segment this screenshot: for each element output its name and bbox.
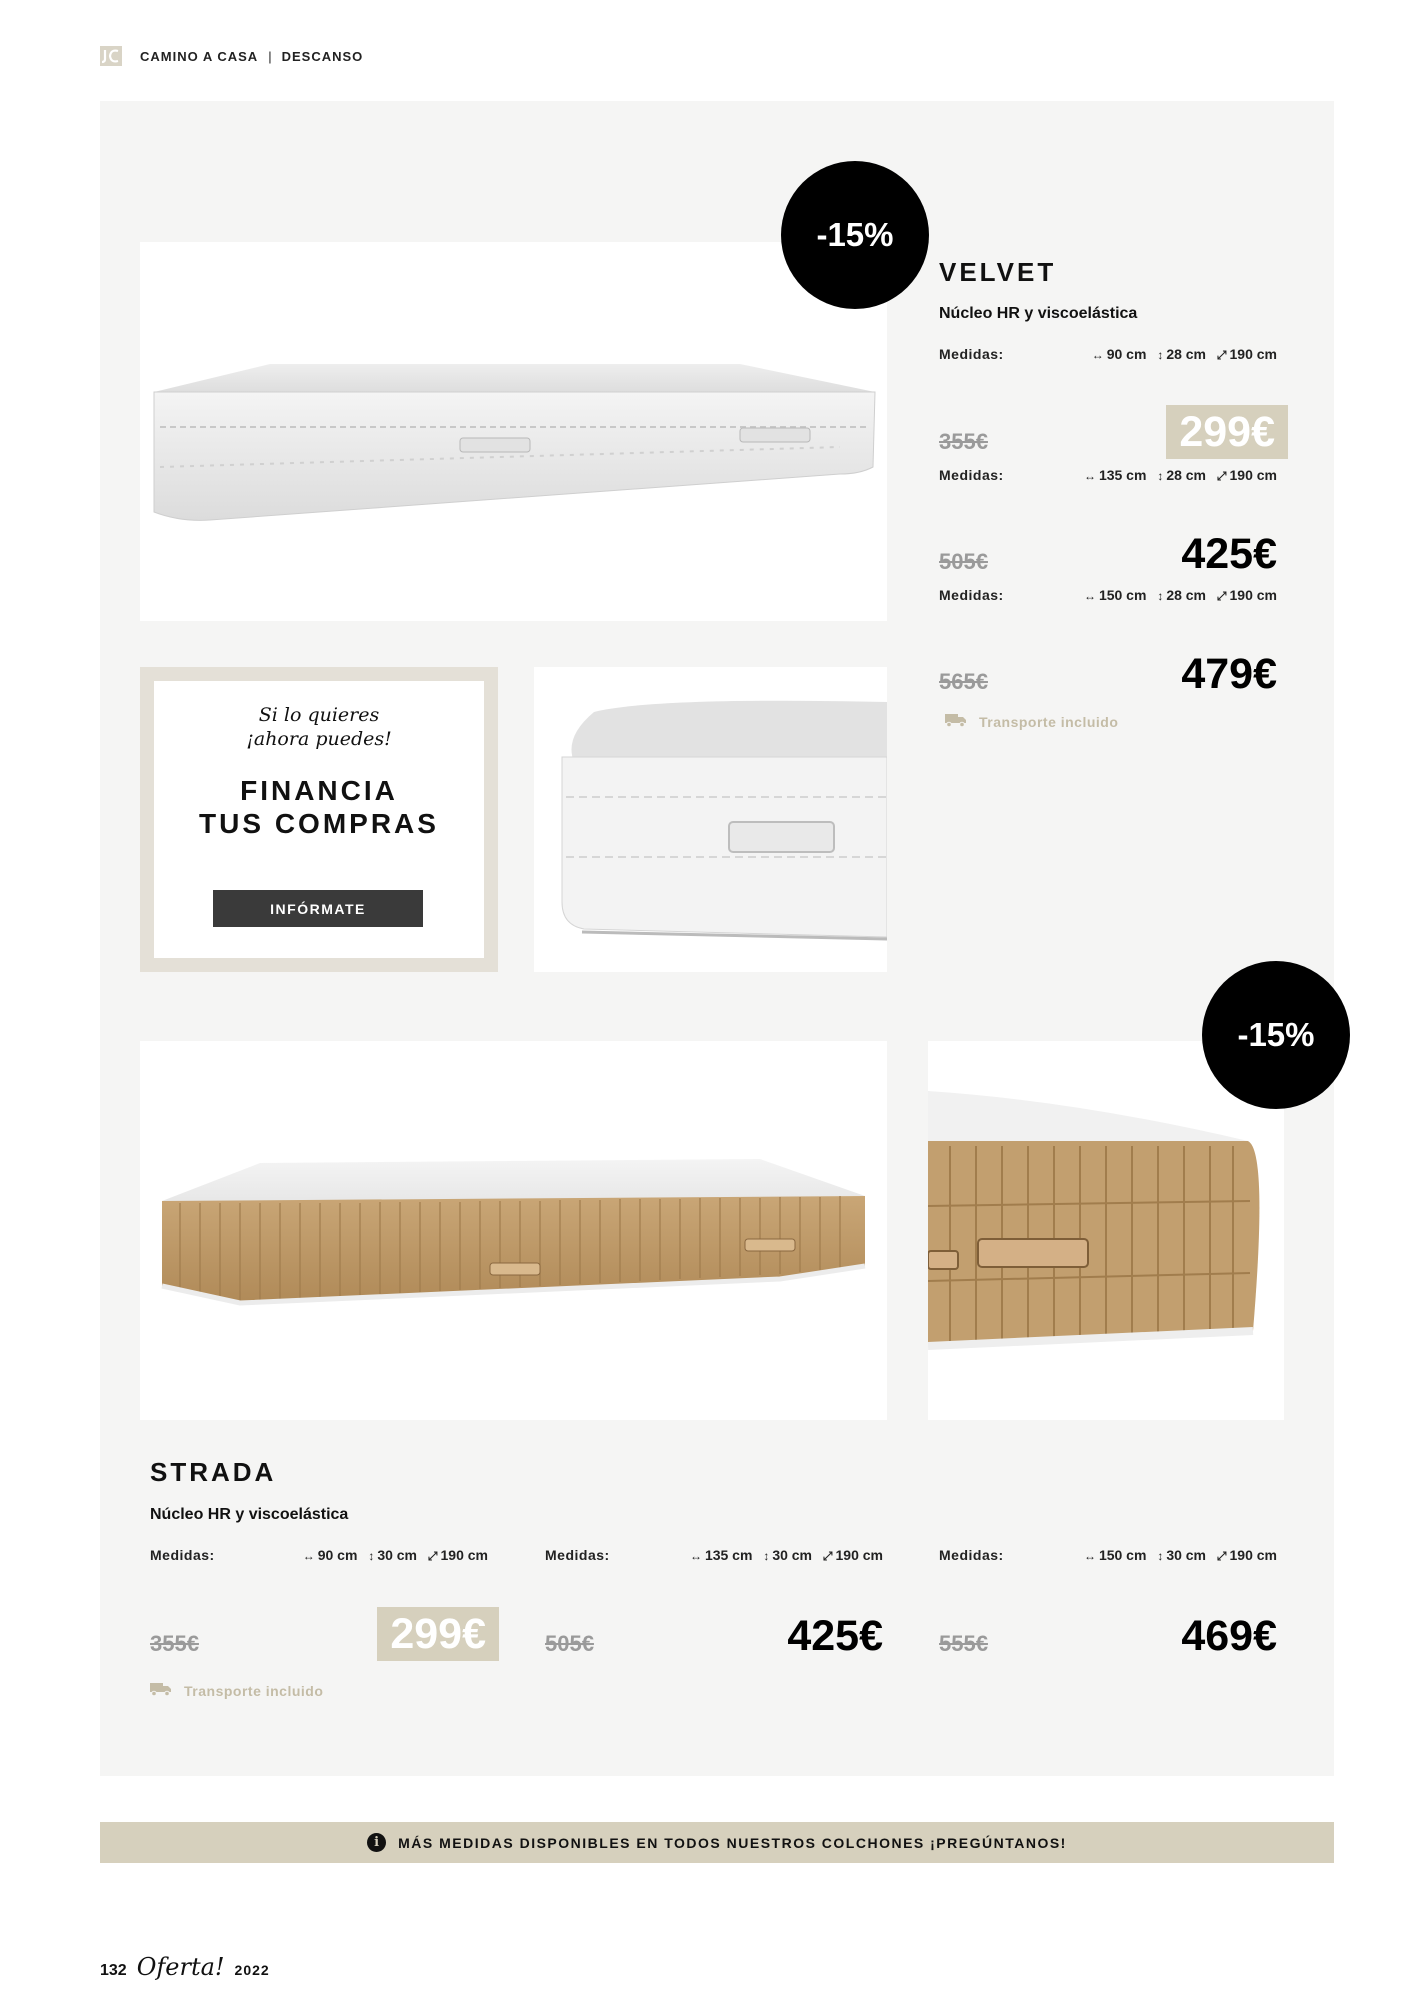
velvet-product-name: VELVET <box>939 257 1057 287</box>
length-arrow-icon: ⤢ <box>1216 1549 1227 1563</box>
new-price: 299€ <box>377 1607 499 1661</box>
title-line-2: TUS COMPRAS <box>199 808 439 839</box>
width-value: 150 cm <box>1098 1547 1147 1563</box>
strada-size-row <box>545 1547 883 1567</box>
page-footer <box>100 1953 270 1981</box>
informate-button[interactable]: INFÓRMATE <box>213 890 423 927</box>
page-header <box>100 46 363 66</box>
height-value: 28 cm <box>1166 467 1207 483</box>
brand-logo: Oferta! <box>136 1953 225 1981</box>
strada-price-row <box>545 1607 894 1661</box>
truck-icon <box>150 1682 172 1699</box>
old-price: 355€ <box>939 429 988 454</box>
width-value: 150 cm <box>1098 587 1147 603</box>
size-dimensions <box>1085 346 1277 363</box>
height-value: 28 cm <box>1166 346 1207 362</box>
new-price: 299€ <box>1166 405 1288 459</box>
length-value: 190 cm <box>440 1547 488 1563</box>
strada-detail-image <box>928 1041 1284 1420</box>
size-dimensions <box>1077 1547 1277 1564</box>
width-arrow-icon: ↔ <box>689 1549 702 1563</box>
strada-price-row <box>939 1607 1288 1661</box>
subsection-title: DESCANSO <box>281 48 364 64</box>
height-value: 30 cm <box>772 1547 813 1563</box>
size-label: Medidas: <box>939 1547 1004 1563</box>
script-line-1: Si lo quieres <box>258 704 380 726</box>
truck-icon <box>945 713 967 730</box>
new-price: 425€ <box>1181 530 1277 578</box>
size-dimensions <box>1077 587 1277 604</box>
old-price: 565€ <box>939 669 988 694</box>
height-arrow-icon: ↕ <box>1157 469 1164 483</box>
height-value: 28 cm <box>1166 587 1207 603</box>
size-label: Medidas: <box>939 346 1004 362</box>
products-panel <box>100 101 1334 1776</box>
velvet-price-row <box>939 525 1288 579</box>
width-value: 135 cm <box>1098 467 1147 483</box>
length-arrow-icon: ⤢ <box>427 1549 438 1563</box>
script-line-2: ¡ahora puedes! <box>246 728 392 750</box>
length-value: 190 cm <box>1229 1547 1277 1563</box>
strada-transport-note <box>150 1682 323 1699</box>
velvet-price-row <box>939 405 1288 459</box>
height-value: 30 cm <box>377 1547 418 1563</box>
length-arrow-icon: ⤢ <box>1216 469 1227 483</box>
size-dimensions <box>1077 467 1277 484</box>
length-value: 190 cm <box>1229 467 1277 483</box>
transport-text: Transporte incluido <box>979 713 1119 730</box>
velvet-size-row <box>939 346 1277 366</box>
section-title: CAMINO A CASA <box>140 48 259 64</box>
header-separator: | <box>268 48 272 64</box>
strada-size-row <box>150 1547 488 1567</box>
size-label: Medidas: <box>939 587 1004 603</box>
velvet-main-image <box>140 242 887 621</box>
velvet-discount-badge: -15% <box>781 161 929 309</box>
old-price: 355€ <box>150 1631 199 1656</box>
info-icon: i <box>367 1833 386 1852</box>
strada-discount-badge: -15% <box>1202 961 1350 1109</box>
size-dimensions <box>683 1547 883 1564</box>
velvet-transport-note <box>945 713 1118 730</box>
width-value: 90 cm <box>317 1547 358 1563</box>
width-value: 90 cm <box>1106 346 1147 362</box>
width-arrow-icon: ↔ <box>1083 1549 1096 1563</box>
strada-price-row <box>150 1607 499 1661</box>
width-value: 135 cm <box>704 1547 753 1563</box>
size-dimensions <box>296 1547 488 1564</box>
strada-main-image <box>140 1041 887 1420</box>
catalog-year: 2022 <box>234 1962 270 1978</box>
strada-product-subtitle: Núcleo HR y viscoelástica <box>150 1506 349 1523</box>
strada-product-name: STRADA <box>150 1457 277 1487</box>
old-price: 505€ <box>939 549 988 574</box>
financing-title <box>154 774 484 840</box>
velvet-product-subtitle: Núcleo HR y viscoelástica <box>939 305 1138 322</box>
financing-promo <box>140 667 498 972</box>
new-price: 469€ <box>1181 1612 1277 1660</box>
height-arrow-icon: ↕ <box>1157 348 1164 362</box>
height-arrow-icon: ↕ <box>763 1549 770 1563</box>
width-arrow-icon: ↔ <box>1091 348 1104 362</box>
new-price: 479€ <box>1181 650 1277 698</box>
height-arrow-icon: ↕ <box>1157 589 1164 603</box>
width-arrow-icon: ↔ <box>1083 469 1096 483</box>
more-sizes-banner <box>100 1822 1334 1863</box>
length-value: 190 cm <box>1229 587 1277 603</box>
length-value: 190 cm <box>835 1547 883 1563</box>
size-label: Medidas: <box>545 1547 610 1563</box>
old-price: 555€ <box>939 1631 988 1656</box>
title-line-1: FINANCIA <box>240 775 398 806</box>
velvet-detail-image <box>534 667 887 972</box>
length-arrow-icon: ⤢ <box>1216 348 1227 362</box>
length-value: 190 cm <box>1229 346 1277 362</box>
height-arrow-icon: ↕ <box>1157 1549 1164 1563</box>
banner-text: MÁS MEDIDAS DISPONIBLES EN TODOS NUESTROS COLCHONES ¡PREGÚNTANOS! <box>398 1834 1067 1851</box>
size-label: Medidas: <box>939 467 1004 483</box>
old-price: 505€ <box>545 1631 594 1656</box>
width-arrow-icon: ↔ <box>1083 589 1096 603</box>
width-arrow-icon: ↔ <box>302 1549 315 1563</box>
velvet-price-row <box>939 645 1288 699</box>
financing-script-text <box>154 703 484 751</box>
velvet-size-row <box>939 467 1277 487</box>
length-arrow-icon: ⤢ <box>822 1549 833 1563</box>
jc-logo-icon <box>100 46 122 66</box>
length-arrow-icon: ⤢ <box>1216 589 1227 603</box>
strada-size-row <box>939 1547 1277 1567</box>
velvet-size-row <box>939 587 1277 607</box>
page-number: 132 <box>100 1962 127 1979</box>
transport-text: Transporte incluido <box>184 1682 324 1699</box>
new-price: 425€ <box>787 1612 883 1660</box>
height-value: 30 cm <box>1166 1547 1207 1563</box>
size-label: Medidas: <box>150 1547 215 1563</box>
height-arrow-icon: ↕ <box>368 1549 375 1563</box>
